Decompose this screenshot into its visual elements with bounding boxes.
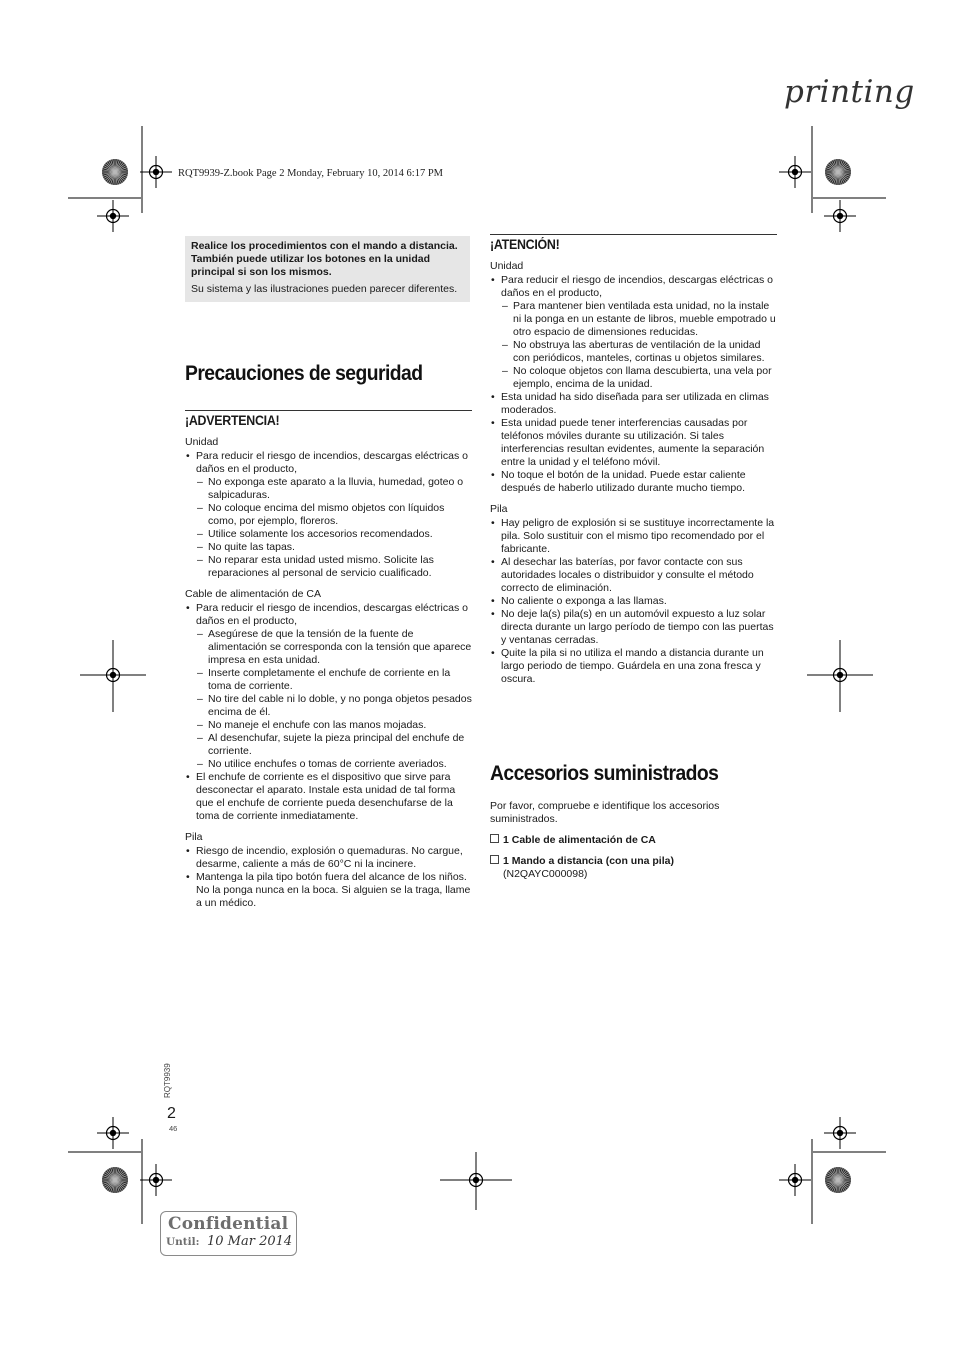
registration-mark-icon <box>824 200 856 232</box>
note-box <box>185 236 470 302</box>
list-item: – No reparar esta unidad usted mismo. Solicite las reparaciones al personal de servicio cualificado. <box>196 554 472 580</box>
accessories-section <box>490 800 777 881</box>
page-number: 2 <box>167 1105 176 1122</box>
book-info-line: RQT9939-Z.book Page 2 Monday, February 10, 2014 6:17 PM <box>178 168 444 179</box>
list-item: – No tire del cable ni lo doble, y no ponga objetos pesados encima de él. <box>196 693 472 719</box>
registration-mark-icon <box>97 200 129 232</box>
checkbox-icon <box>490 855 499 864</box>
list-item: • Para reducir el riesgo de incendios, descargas eléctricas o daños en el producto, – Asegúrese de que la tensión de la fuente de alimentación se corresponda con la tensión que aparece impresa en esta unidad. – Inserte completamente el enchufe de corriente en la toma de corriente. – No tire del cable ni lo doble, y no ponga objetos pesados encima de él. – No maneje el enchufe con las manos mojadas. – Al desenchufar, sujete la pieza principal del enchufe de corriente. – No utilice enchufes o tomas de corriente averiados. <box>185 602 472 771</box>
radial-target-icon <box>825 159 851 185</box>
list-item: • Hay peligro de explosión si se sustituye incorrectamente la pila. Solo sustituir con el mismo tipo recomendado por el fabricante. <box>490 517 777 556</box>
accessory-code: (N2QAYC000098) <box>503 868 588 880</box>
list-item: – No coloque encima del mismo objetos con líquidos como, por ejemplo, floreros. <box>196 502 472 528</box>
list-item: • Quite la pila si no utiliza el mando a distancia durante un largo periodo de tiempo. Guárdela en una zona fresca y oscura. <box>490 647 777 686</box>
list-item: • Al desechar las baterías, por favor contacte con sus autoridades locales o distribuidor y consulte el método correcto de eliminación. <box>490 556 777 595</box>
side-doc-code: RQT9939 <box>163 1063 172 1098</box>
unidad-label: Unidad <box>185 436 219 448</box>
warning-heading: ¡ADVERTENCIA! <box>185 413 280 428</box>
list-item: – No quite las tapas. <box>196 541 472 554</box>
page-sub-number: 46 <box>169 1124 178 1133</box>
list-item: – Inserte completamente el enchufe de corriente en la toma de corriente. <box>196 667 472 693</box>
accessories-intro: Por favor, compruebe e identifique los accesorios suministrados. <box>490 800 720 825</box>
list-item: • Esta unidad ha sido diseñada para ser utilizada en climas moderados. <box>490 391 777 417</box>
caution-section <box>490 234 777 686</box>
confidential-title: Confidential <box>168 1214 289 1234</box>
registration-mark-icon <box>779 156 811 188</box>
accessory-item-cable: 1 Cable de alimentación de CA <box>490 834 777 847</box>
pila-label: Pila <box>490 503 508 515</box>
accessory-item-remote: 1 Mando a distancia (con una pila) (N2QAYC000098) <box>490 855 777 881</box>
list-item: • Riesgo de incendio, explosión o quemaduras. No cargue, desarme, caliente a más de 60°C ni la incinere. <box>185 845 472 871</box>
page-title-precauciones: Precauciones de seguridad <box>185 362 423 385</box>
list-item: – No exponga este aparato a la lluvia, humedad, goteo o salpicaduras. <box>196 476 472 502</box>
until-date: 10 Mar 2014 <box>207 1234 293 1249</box>
list-item: • Esta unidad puede tener interferencias causadas por teléfonos móviles durante su utilización. Si tales interferencias resultan evidentes, aumente la separación entre la unidad y el teléfono móvil. <box>490 417 777 469</box>
until-label: Until: <box>166 1236 200 1248</box>
list-item: – No obstruya las aberturas de ventilación de la unidad con periódicos, manteles, cortinas u objetos similares. <box>501 339 777 365</box>
list-item: • No deje la(s) pila(s) en un automóvil expuesto a luz solar directa durante un largo período de tiempo con las puertas y ventanas cerradas. <box>490 608 777 647</box>
list-item: – Para mantener bien ventilada esta unidad, no la instale ni la ponga en un estante de libros, mueble empotrado u otro espacio de dimensiones reducidas. <box>501 300 777 339</box>
pila-label: Pila <box>185 831 203 843</box>
note-bold-text: Realice los procedimientos con el mando a distancia. También puede utilizar los botones en la unidad principal si son los mismos. <box>191 240 458 278</box>
list-item: • Para reducir el riesgo de incendios, descargas eléctricas o daños en el producto, – Para mantener bien ventilada esta unidad, no la instale ni la ponga en un estante de libros, mueble empotrado u otro espacio de dimensiones reducidas. – No obstruya las aberturas de ventilación de la unidad con periódicos, manteles, cortinas u objetos similares. – No coloque objetos con llama descubierta, una vela por ejemplo, encima de la unidad. <box>490 274 777 391</box>
radial-target-icon <box>102 159 128 185</box>
list-item: • El enchufe de corriente es el dispositivo que sirve para desconectar el aparato. Instale esta unidad de tal forma que el enchufe de corriente pueda desenchufarse de la toma de corriente inmediatamente. <box>185 771 472 823</box>
radial-target-icon <box>825 1167 851 1193</box>
registration-mark-icon <box>779 1164 811 1196</box>
radial-target-icon <box>102 1167 128 1193</box>
cable-label: Cable de alimentación de CA <box>185 588 321 600</box>
unidad-label: Unidad <box>490 260 524 272</box>
list-item: – No utilice enchufes o tomas de corriente averiados. <box>196 758 472 771</box>
note-text: Su sistema y las ilustraciones pueden parecer diferentes. <box>191 283 458 295</box>
list-item: • No toque el botón de la unidad. Puede estar caliente después de haberlo utilizado durante mucho tiempo. <box>490 469 777 495</box>
list-item: • No caliente o exponga a las llamas. <box>490 595 777 608</box>
list-item: • Para reducir el riesgo de incendios, descargas eléctricas o daños en el producto, – No exponga este aparato a la lluvia, humedad, goteo o salpicaduras. – No coloque encima del mismo objetos con líquidos como, por ejemplo, floreros. – Utilice solamente los accesorios recomendados. – No quite las tapas. – No reparar esta unidad usted mismo. Solicite las reparaciones al personal de servicio cualificado. <box>185 450 472 580</box>
checkbox-icon <box>490 834 499 843</box>
list-item: – No coloque objetos con llama descubierta, una vela por ejemplo, encima de la unidad. <box>501 365 777 391</box>
registration-mark-icon <box>140 1164 172 1196</box>
registration-mark-icon <box>97 1117 129 1149</box>
printing-stamp: printing <box>784 74 915 110</box>
confidential-stamp <box>160 1211 297 1256</box>
list-item: – No maneje el enchufe con las manos mojadas. <box>196 719 472 732</box>
caution-heading: ¡ATENCIÓN! <box>490 237 560 252</box>
accessories-title: Accesorios suministrados <box>490 762 719 785</box>
registration-mark-icon <box>824 1117 856 1149</box>
warning-section <box>185 410 472 910</box>
list-item: • Mantenga la pila tipo botón fuera del alcance de los niños. No la ponga nunca en la boca. Si alguien se la traga, llame a un médico. <box>185 871 472 910</box>
registration-mark-icon <box>140 156 172 188</box>
list-item: – Asegúrese de que la tensión de la fuente de alimentación se corresponda con la tensión que aparece impresa en esta unidad. <box>196 628 472 667</box>
list-item: – Utilice solamente los accesorios recomendados. <box>196 528 472 541</box>
list-item: – Al desenchufar, sujete la pieza principal del enchufe de corriente. <box>196 732 472 758</box>
